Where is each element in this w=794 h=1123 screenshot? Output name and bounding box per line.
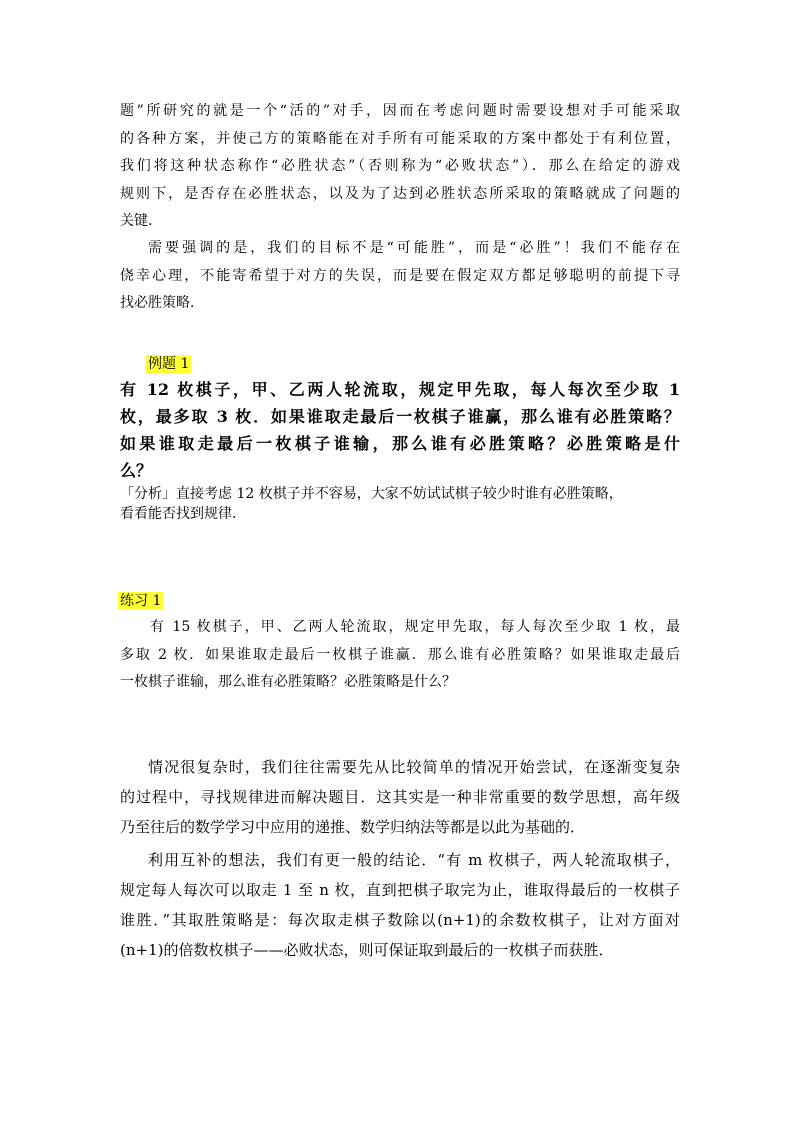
summary-paragraph [120, 752, 680, 842]
practice-1-problem [120, 614, 680, 697]
problem-line: 枚，最多取 3 枚．如果谁取走最后一枚棋子谁赢，那么谁有必胜策略？ [120, 407, 680, 426]
intro-line: 规则下，是否存在必胜状态，以及为了达到必胜状态所采取的策略就成了问题的 [120, 185, 680, 202]
complement-line: 利用互补的想法，我们有更一般的结论．“有 m 枚棋子，两人轮流取棋子， [148, 851, 680, 869]
emphasis-line: 侥幸心理，不能寄希望于对方的失误，而是要在假定双方都足够聪明的前提下寻 [120, 267, 680, 284]
intro-line: 我们将这种状态称作“必胜状态”（否则称为“必败状态”）．那么在给定的游戏 [120, 158, 680, 174]
intro-line: 关键． [120, 213, 162, 229]
analysis-line: 看看能否找到规律． [120, 506, 246, 522]
emphasis-paragraph [120, 235, 680, 318]
complement-line: (n+1)的倍数枚棋子——必败状态，则可保证取到最后的一枚棋子而获胜． [120, 941, 614, 959]
summary-line: 的过程中，寻找规律进而解决题目．这其实是一种非常重要的数学思想，高年级 [120, 788, 680, 806]
intro-line: 题”所研究的就是一个“活的”对手，因而在考虑问题时需要设想对手可能采取 [120, 103, 680, 119]
complement-line: 谁胜．”其取胜策略是：每次取走棋子数除以(n+1)的余数枚棋子，让对方面对 [120, 911, 680, 929]
example-1-analysis [120, 484, 680, 524]
practice-line: 多取 2 枚．如果谁取走最后一枚棋子谁赢．那么谁有必胜策略？如果谁取走最后 [120, 646, 680, 663]
summary-line: 乃至往后的数学学习中应用的递推、数学归纳法等都是以此为基础的． [120, 818, 586, 836]
problem-line: 有 12 枚棋子，甲、乙两人轮流取，规定甲先取，每人每次至少取 1 [120, 380, 680, 399]
problem-line: 如果谁取走最后一枚棋子谁输，那么谁有必胜策略？必胜策略是什 [120, 434, 680, 453]
example-1-label: 例题 1 [148, 356, 190, 372]
summary-line: 情况很复杂时，我们往往需要先从比较简单的情况开始尝试，在逐渐变复杂 [148, 758, 680, 776]
complement-line: 规定每人每次可以取走 1 至 n 枚，直到把棋子取完为止，谁取得最后的一枚棋子 [120, 881, 680, 899]
emphasis-line: 找必胜策略． [120, 295, 204, 311]
emphasis-line: 需要强调的是，我们的目标不是“可能胜”，而是“必胜”！我们不能存在 [148, 240, 680, 256]
practice-line: 有 15 枚棋子，甲、乙两人轮流取，规定甲先取，每人每次至少取 1 枚，最 [150, 619, 680, 635]
practice-line: 一枚棋子谁输，那么谁有必胜策略？必胜策略是什么？ [120, 674, 456, 690]
example-1-problem [120, 376, 680, 484]
problem-line: 么？ [120, 461, 153, 480]
practice-1-label: 练习 1 [120, 593, 162, 609]
intro-line: 的各种方案，并使己方的策略能在对手所有可能采取的方案中都处于有利位置， [120, 130, 680, 147]
complement-paragraph [120, 845, 680, 965]
intro-paragraph [120, 98, 680, 236]
analysis-line: 「分析」直接考虑 12 枚棋子并不容易，大家不妨试试棋子较少时谁有必胜策略， [120, 486, 623, 502]
